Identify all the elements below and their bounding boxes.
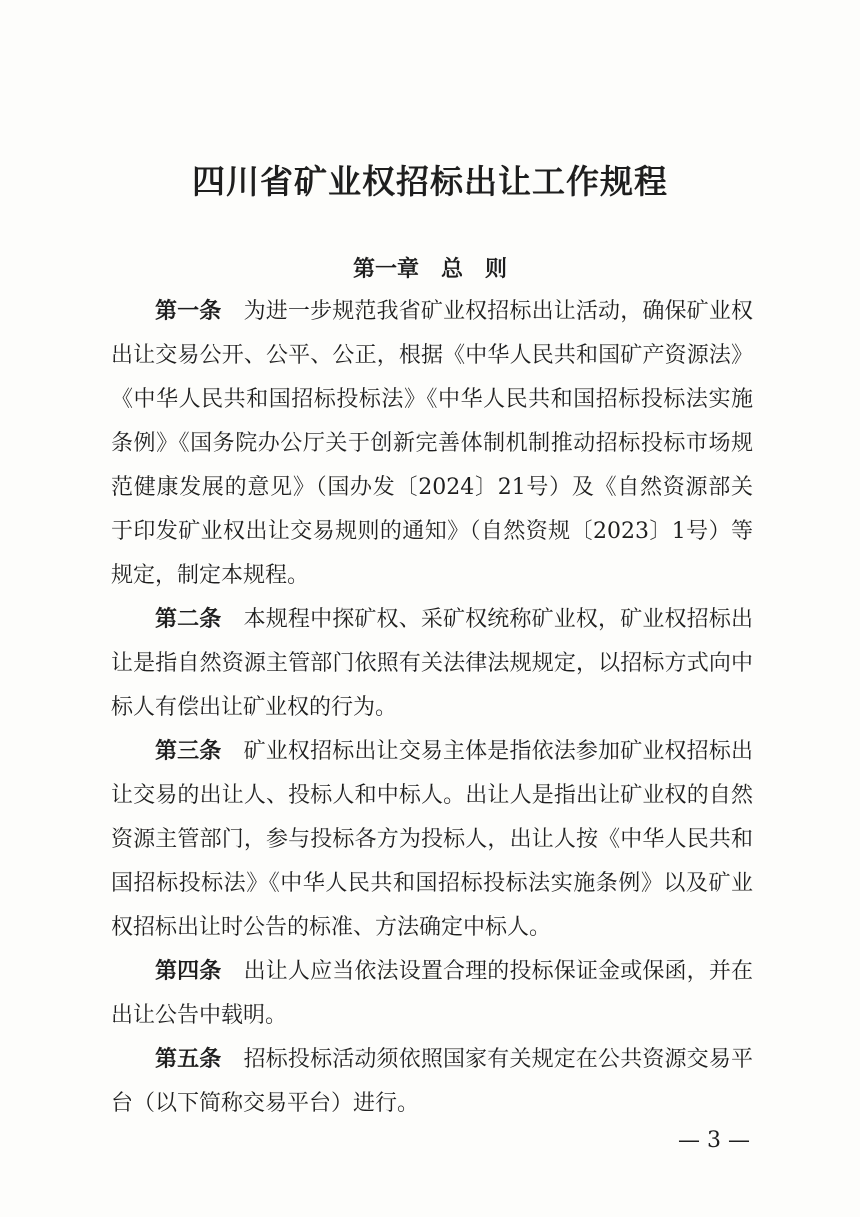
- article-label: 第二条: [155, 607, 222, 632]
- article-label: 第一条: [155, 299, 222, 324]
- article-text: 本规程中探矿权、采矿权统称矿业权，矿业权招标出让是指自然资源主管部门依照有关法律法规规定，以招标方式向中标人有偿出让矿业权的行为。: [111, 607, 753, 720]
- article-text: 为进一步规范我省矿业权招标出让活动，确保矿业权出让交易公开、公平、公正，根据《中华人民共和国矿产资源法》《中华人民共和国招标投标法》《中华人民共和国招标投标法实施条例》《国务院办公厅关于创新完善体制机制推动招标投标市场规范健康发展的意见》（国办发〔2024〕21号）及《自然资源部关于印发矿业权出让交易规则的通知》（自然资规〔2023〕1号）等规定，制定本规程。: [111, 299, 753, 588]
- article-2: [111, 598, 753, 730]
- article-text: 招标投标活动须依照国家有关规定在公共资源交易平台（以下简称交易平台）进行。: [111, 1047, 753, 1116]
- article-3: [111, 730, 753, 950]
- article-label: 第五条: [155, 1047, 222, 1072]
- article-4: [111, 950, 753, 1038]
- article-label: 第三条: [155, 739, 222, 764]
- article-text: 出让人应当依法设置合理的投标保证金或保函，并在出让公告中载明。: [111, 959, 753, 1028]
- article-1: [111, 290, 753, 598]
- document-title: 四川省矿业权招标出让工作规程: [192, 162, 668, 201]
- article-text: 矿业权招标出让交易主体是指依法参加矿业权招标出让交易的出让人、投标人和中标人。出让人是指出让矿业权的自然资源主管部门，参与投标各方为投标人，出让人按《中华人民共和国招标投标法》《中华人民共和国招标投标法实施条例》以及矿业权招标出让时公告的标准、方法确定中标人。: [111, 739, 753, 940]
- chapter-heading: 第一章 总 则: [352, 257, 507, 282]
- article-5: [111, 1038, 753, 1126]
- article-label: 第四条: [155, 959, 222, 984]
- page-number: — 3 —: [678, 1128, 750, 1153]
